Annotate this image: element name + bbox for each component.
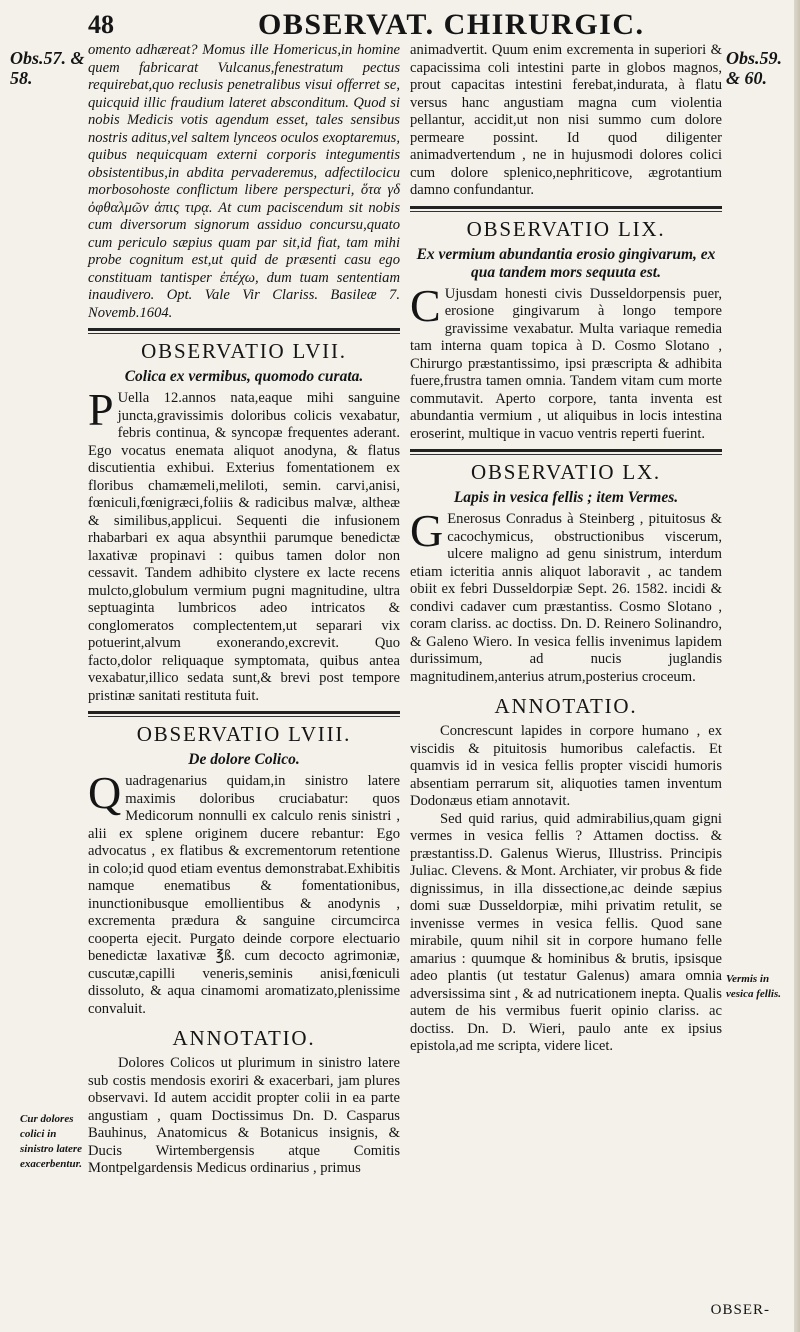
running-head: OBSERVAT. CHIRURGIC. — [258, 8, 645, 41]
margin-note-obs59: Obs.59. & 60. — [726, 48, 783, 88]
drop-cap: P — [88, 384, 114, 435]
drop-cap: Q — [88, 767, 122, 818]
annotation-text-right-1: Concrescunt lapides in corpore humano , ex viscidis & pituitosis humoribus calefactis. Et quamvis id in vesica fellis propter viscidi humoris absentiam perrarum sit, aliquoties tamen inventum Dodonæus etiam annotavit. — [410, 723, 722, 809]
observation-58-subtitle: De dolore Colico. — [188, 751, 300, 768]
margin-note-obs57: Obs.57. & 58. — [10, 48, 85, 88]
margin-note-colic: Cur dolores colici in sinistro latere exacerbentur. — [20, 1113, 83, 1170]
annotation-title-left: ANNOTATIO. — [172, 1026, 316, 1050]
observation-58-title: OBSERVATIO LVIII. — [136, 722, 352, 746]
section-rule — [88, 711, 400, 714]
catchword: OBSER- — [710, 1302, 770, 1318]
observation-58-body: uadragenarius quidam,in sinistro latere maximis doloribus cruciabatur: quos Medicorum nonnulli ex calculo renis sinistri , alii ex splene originem ducere rebantur: Ego advocatus , ex flatibus & excrementorum retentione in colo;id quod etiam eventus demonstrabat.Exhibitis namque enematibus & fomentationibus, inunctionibusque emollientibus & anodynis , excrementa prædura & sanguine circumcirca cooperta ejecit. Purgato deinde corpore electuario benedictæ laxativæ ℥ß. cum decocto agrimoniæ, cuscutæ,capilli veneris,seminis anisi,fœniculi dissoluto, & aqua cinamomi aromatizato,plenissime convaluit. — [88, 773, 400, 1017]
observation-57-title: OBSERVATIO LVII. — [141, 339, 347, 363]
right-column — [410, 42, 722, 1056]
annotation-text-right-2: Sed quid rarius, quid admirabilius,quam gigni vermes in vesica fellis ? Attamen doctiss. & præstantiss.D. Galenus Wierus, Illustriss. Principis Juliac. Clevens. & Mont. Archiater, vir probus & fide dignissimus, in illa dissectione,ac deinde sæpius domi suæ Dusseldorpiæ, mihi privatim retulit, se invenisse vermes in vesica fellis. Quod sane mirabile, quum nihil sit in corpore humano felle amarius : quumque & hominibus & brutis, ipsisque adeo plantis (ut testatur Galenus) amara omnia adversissima sint , & ad nutricationem inepta. Qualis autem de his vermibus fuerit opinio clariss. ac doctiss. Dn. D. Wieri, paulo ante ex ipsius epistola,ad me scripta, videre licet. — [410, 810, 722, 1054]
annotation-text-left: Dolores Colicos ut plurimum in sinistro latere sub costis mendosis exoriri & exacerbari, jam plures observavi. Id autem accidit propter colii in ea parte angustiam , quam Doctissimus Dn. D. Casparus Bauhinus, Anatomicus & Botanicus insignis, & Ducis Wirtembergensis atque Comitis Montpelgardensis Medicus ordinarius , primus — [88, 1055, 400, 1176]
section-rule — [88, 328, 400, 331]
left-column — [88, 42, 400, 1178]
observation-57-body: Uella 12.annos nata,eaque mihi sanguine juncta,gravissimis doloribus colicis vexabatur, febris continua, & syncopæ frequentes aderant. Ego vocatus enemata aliquot anodyna, & flatus discutientia exhibui. Exterius fomentationem ex floribus chamæmeli,meliloti, semin. carvi,anisi, fœniculi,fœnigræci,foliis & radicibus malvæ, altheæ & similibus,applicui. Sequenti die infusionem rhabarbari ex aqua absynthii parumque benedictæ laxativæ propinavi : quibus tamen dolor non cessavit. Tandem adhibito clystere ex lacte recens mulcto,globulum vermium pugni magnitudine, ultra septuaginta lumbricos adeo intricatos & conglomeratos complectentem,ut separari vix potuerint,alvum exonerando,excrevit. Quo facto,dolor reliquaque symptomata, quibus antea vexabatur,illico sedata sunt,& brevi post tempore pristinæ sanitati restituta fuit. — [88, 390, 400, 704]
section-rule — [410, 206, 722, 209]
letter-closing-text: omento adhæreat? Momus ille Homericus,in homine quem fabricarat Vulcanus,fenestratum pectus requirebat,quo reclusis penetralibus visui offerret se, quicquid illic fraudium lateret absconditum. Quod si nobis Medicis votis agendum esset, tales sensibus nostris aditus,vel saltem lynceos oculos exoptaremus, quibus nequicquam externi corporis integumentis obsistentibus,in abdita pervaderemus, adfectilocicu morbosohoste conflictum libere perspecturi, ὅτα γδ ὀφθαλμῶν ἀπις τιρᾳ. At cum paciscendum sit nobis cum diversorum signorum assiduo concursu,quato cum periculo sæpius quam par sit,id fiat, tam mihi probe cognitum est,ut quid de præsenti casu ego constituam tantisper ἐπέχω, dum tuam sententiam inaudivero. Opt. Vale Vir Clariss. Basileæ 7. Novemb.1604. — [88, 42, 400, 321]
page-header — [88, 4, 718, 44]
annotation-title-right: ANNOTATIO. — [494, 694, 638, 718]
observation-57-subtitle: Colica ex vermibus, quomodo curata. — [124, 368, 364, 385]
observation-58-text — [88, 767, 400, 1018]
page-edge-shadow — [794, 0, 800, 1332]
continuation-text: animadvertit. Quum enim excrementa in superiori & capacissima coli intestini parte in globos magnos, prout capacitas intestini ferebat,indurata, à flatu versus hanc angustiam magna cum violentia pellantur, accidit,ut non nisi summo cum dolore permeare possint. Id quod diligenter animadvertendum , ne in hujusmodi dolores colici cum dolore splenico,nephriticove, ægrotantium damno confundantur. — [410, 42, 722, 198]
observation-60-body: Enerosus Conradus à Steinberg , pituitosus & cacochymicus, obstructionibus viscerum, ulcere maligno ad genu sinistrum, interdum etiam icteritia annis aliquot laboravit , ac tandem obiit ex febri Dusseldorpiæ Sept. 26. 1582. incidi & condivi cadaver cum præstantiss. Cosmo Slotano , coram clariss. ac doctiss. Dn. D. Reinero Solinandro, & Galeno Wiero. In vesica fellis invenimus lapidem durissimum, ad nucis juglandis magnitudinem,anterius atrum,posterius croceum. — [410, 511, 722, 685]
observation-60-title: OBSERVATIO LX. — [471, 460, 661, 484]
observation-59-title: OBSERVATIO LIX. — [466, 216, 666, 241]
observation-60-text — [410, 505, 722, 686]
observation-59-text — [410, 279, 722, 444]
section-rule — [410, 449, 722, 452]
margin-note-vermis: Vermis in vesica fellis. — [726, 973, 781, 1000]
page-number: 48 — [88, 10, 114, 39]
observation-59-body: Ujusdam honesti civis Dusseldorpensis puer, erosione gingivarum à longo tempore gravissime vexabatur. Multa variaque remedia tam interna quam topica à D. Cosmo Slotano , Chirurgo præstantissimo, ipsi præscripta & adhibita fuere,frustra tamen omnia. Tandem vitam cum morte commutavit. Aperto corpore, tanta inventa est abundantia vermium , ut aliquibus in locis intestina eroserint, multique in vacuo ventris reperti fuerint. — [410, 285, 722, 442]
observation-59-subtitle: Ex vermium abundantia erosio gingivarum, ex qua tandem mors sequuta est. — [416, 245, 716, 281]
observation-57-text — [88, 384, 400, 705]
observation-60-subtitle: Lapis in vesica fellis ; item Vermes. — [453, 489, 679, 506]
drop-cap: G — [410, 505, 444, 556]
drop-cap: C — [410, 279, 441, 331]
